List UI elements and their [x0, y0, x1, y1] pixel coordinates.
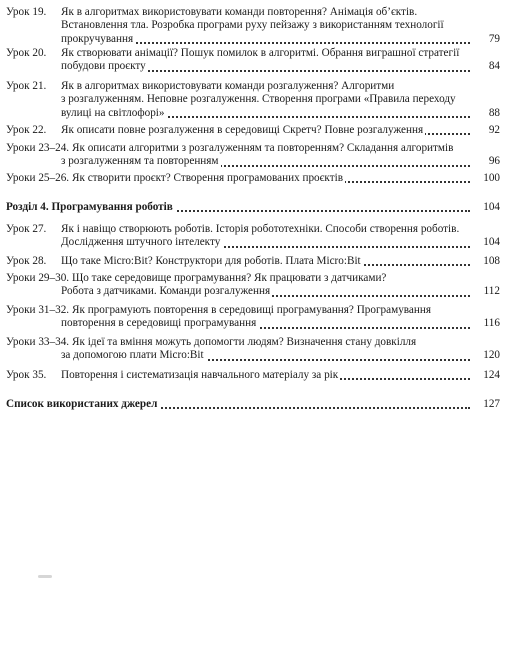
- lesson-label: Урок 20.: [6, 47, 47, 59]
- toc-entry-lessons-25-26: [6, 172, 500, 185]
- toc-entry-lessons-31-32: [6, 304, 500, 331]
- page-number: 92: [486, 124, 500, 137]
- lesson-label: Уроки 33–34.: [6, 336, 70, 348]
- entry-text: Дослідження штучного інтелекту: [61, 236, 221, 249]
- sources-heading: [6, 398, 500, 411]
- entry-text: з розгалуженням та повторенням: [61, 155, 219, 168]
- page-number: 96: [486, 155, 500, 168]
- toc-entry-lessons-33-34: [6, 336, 500, 363]
- entry-text: повторення в середовищі програмування: [61, 317, 257, 330]
- section-title: Розділ 4. Програмування роботів: [6, 201, 173, 213]
- toc-entry-lesson-21: [6, 80, 500, 120]
- toc-entry-lesson-22: [6, 124, 500, 137]
- toc-entry-lesson-19: [6, 6, 500, 46]
- entry-text: Як описати алгоритми з розгалуженням та повторенням? Складання алгоритмів: [72, 142, 454, 154]
- page-number: 100: [480, 172, 500, 185]
- page-number: 104: [480, 201, 500, 214]
- lesson-label: Урок 19.: [6, 6, 47, 18]
- entry-text: Як в алгоритмах використовувати команди повторення? Анімація об’єктів.: [61, 6, 418, 18]
- entry-text: Як ідеї та вміння можуть допомогти людям? Визначення стану довкілля: [72, 336, 417, 348]
- entry-text: побудови проєкту: [61, 60, 146, 73]
- page-number: 108: [480, 255, 500, 268]
- entry-text: прокручування: [61, 32, 134, 45]
- page-number: 116: [481, 317, 500, 330]
- lesson-label: Уроки 23–24.: [6, 142, 70, 154]
- page-number: 112: [481, 285, 500, 298]
- sources-title: Список використаних джерел: [6, 398, 158, 410]
- page-number: 88: [486, 107, 500, 120]
- toc-entry-lessons-29-30: [6, 272, 500, 299]
- entry-text: Як в алгоритмах використовувати команди розгалуження? Алгоритми: [61, 80, 395, 92]
- page-number: 120: [480, 349, 500, 362]
- page-number: 104: [480, 236, 500, 249]
- entry-text: Як створювати анімації? Пошук помилок в алгоритмі. Обрання виграшної стратегії: [61, 47, 460, 59]
- scan-speck: [38, 575, 52, 578]
- lesson-label: Урок 35.: [6, 369, 47, 381]
- entry-text: Як створити проєкт? Створення програмованих проєктів: [72, 172, 344, 184]
- toc-entry-lesson-27: [6, 223, 500, 250]
- toc-entry-lesson-20: [6, 47, 500, 74]
- toc-entry-lessons-23-24: [6, 142, 500, 169]
- lesson-label: Урок 27.: [6, 223, 47, 235]
- lesson-label: Урок 21.: [6, 80, 47, 92]
- entry-text: за допомогою плати Micro:Bit: [61, 349, 204, 362]
- toc-entry-lesson-28: [6, 255, 500, 268]
- toc-entry-lesson-35: [6, 369, 500, 382]
- entry-text: з розгалуженням. Неповне розгалуження. Створення програми «Правила переходу: [61, 93, 456, 106]
- entry-text: Повторення і систематизація навчального матеріалу за рік: [61, 369, 339, 381]
- page-number: 84: [486, 60, 500, 73]
- entry-text: Як програмують повторення в середовищі програмування? Програмування: [72, 304, 432, 316]
- entry-text: Робота з датчиками. Команди розгалуження: [61, 285, 271, 298]
- page-number: 79: [486, 33, 500, 46]
- entry-text: Що таке Micro:Bit? Конструктори для роботів. Плата Micro:Bit: [61, 255, 361, 267]
- lesson-label: Уроки 29–30.: [6, 272, 70, 284]
- lesson-label: Уроки 31–32.: [6, 304, 70, 316]
- entry-text: Як описати повне розгалуження в середовищі Скретч? Повне розгалуження: [61, 124, 424, 136]
- entry-text: Що таке середовище програмування? Як працювати з датчиками?: [72, 272, 387, 284]
- entry-text: Встановлення тла. Розробка програми руху пейзажу з використанням технології: [61, 19, 444, 32]
- page-number: 124: [480, 369, 500, 382]
- lesson-label: Урок 28.: [6, 255, 47, 267]
- entry-text: вулиці на світлофорі»: [61, 106, 165, 119]
- page-number: 127: [480, 398, 500, 411]
- section-4-heading: [6, 201, 500, 214]
- lesson-label: Уроки 25–26.: [6, 172, 70, 184]
- entry-text: Як і навіщо створюють роботів. Історія робототехніки. Способи створення роботів.: [61, 223, 460, 235]
- lesson-label: Урок 22.: [6, 124, 47, 136]
